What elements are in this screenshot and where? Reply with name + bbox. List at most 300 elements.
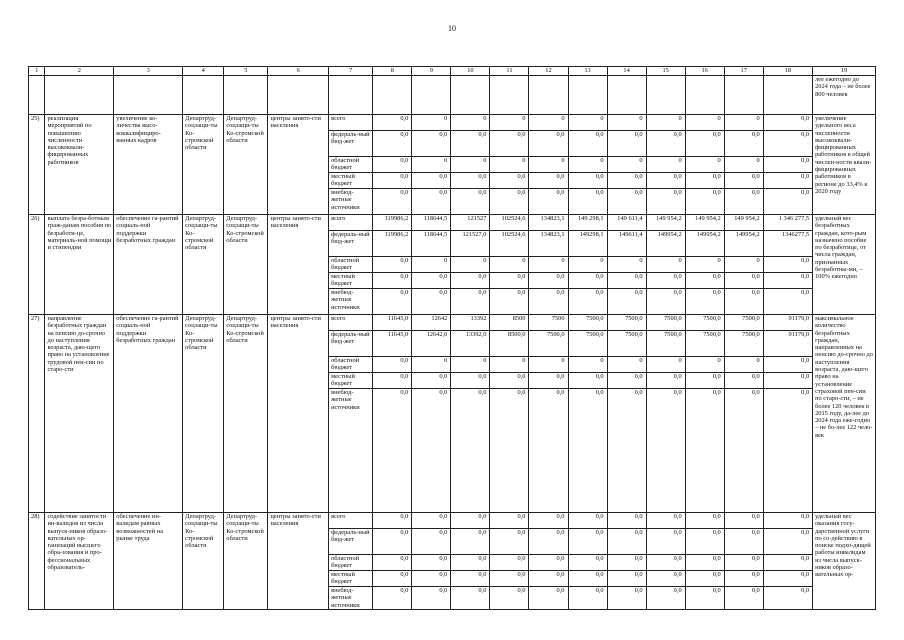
value-cell: 0,0 — [685, 273, 724, 289]
value-cell: 0,0 — [490, 529, 529, 555]
value-cell: 7500,0 — [685, 315, 724, 331]
value-cell: 0,0 — [607, 555, 646, 571]
value-cell: 12642 — [412, 315, 451, 331]
value-cell: 1 346 277,5 — [763, 215, 812, 231]
value-cell: 0 — [412, 357, 451, 373]
value-cell: 0,0 — [724, 555, 763, 571]
value-cell: 0,0 — [763, 555, 812, 571]
value-cell: 0,0 — [568, 173, 607, 189]
header-cell: 18 — [763, 67, 812, 76]
value-cell: 7500,0 — [646, 315, 685, 331]
value-cell: 0,0 — [685, 529, 724, 555]
value-cell: 0,0 — [724, 513, 763, 529]
value-cell: 0 — [685, 357, 724, 373]
value-cell: 0 — [724, 115, 763, 131]
funding-source: федераль-ный бюд-жет — [329, 131, 373, 157]
row-number: 28) — [29, 513, 45, 610]
funding-source: областной бюджет — [329, 555, 373, 571]
value-cell: 0 — [646, 157, 685, 173]
value-cell: 0,0 — [646, 289, 685, 315]
value-cell: 0,0 — [763, 157, 812, 173]
funding-source: местный бюджет — [329, 571, 373, 587]
value-cell: 0 — [490, 157, 529, 173]
value-cell: 0 — [451, 157, 490, 173]
header-cell: 8 — [373, 67, 412, 76]
value-cell: 0,0 — [529, 555, 568, 571]
value-cell: 0 — [529, 157, 568, 173]
value-cell: 0,0 — [724, 571, 763, 587]
funding-source: внебюд-жетные источники — [329, 189, 373, 215]
value-cell: 7500 — [529, 315, 568, 331]
measure-name: направление безработных граждан на пенсию до-срочно до наступления возраста, даю-щего право на установление трудовой пен-сии по старо-сти — [45, 315, 114, 513]
value-cell: 0,0 — [529, 571, 568, 587]
value-cell: 0,0 — [529, 587, 568, 610]
measure-goal: увеличение ко-личества высо-коквалифициро-ванных кадров — [114, 115, 183, 215]
funding-source: всего — [329, 115, 373, 131]
value-cell: 0 — [490, 257, 529, 273]
value-cell: 0,0 — [568, 529, 607, 555]
value-cell: 0,0 — [568, 555, 607, 571]
value-cell: 7500,0 — [529, 331, 568, 357]
value-cell: 0,0 — [607, 571, 646, 587]
funding-source: внебюд-жетные источники — [329, 389, 373, 513]
value-cell: 0 — [607, 157, 646, 173]
value-cell: 0,0 — [685, 389, 724, 513]
value-cell: 0,0 — [607, 389, 646, 513]
value-cell: 0,0 — [646, 555, 685, 571]
value-cell: 0,0 — [568, 389, 607, 513]
empty-cell — [183, 76, 224, 115]
value-cell: 0,0 — [373, 529, 412, 555]
value-cell: 0 — [451, 115, 490, 131]
funding-source: местный бюджет — [329, 173, 373, 189]
value-cell: 0,0 — [490, 389, 529, 513]
empty-cell — [607, 76, 646, 115]
funding-source: федераль-ный бюд-жет — [329, 331, 373, 357]
value-cell: 0,0 — [685, 571, 724, 587]
value-cell: 0,0 — [451, 389, 490, 513]
funding-source: всего — [329, 513, 373, 529]
value-cell: 118644,5 — [412, 215, 451, 231]
value-cell: 0,0 — [529, 529, 568, 555]
value-cell: 0,0 — [451, 189, 490, 215]
value-cell: 0,0 — [568, 273, 607, 289]
value-cell: 0,0 — [763, 273, 812, 289]
value-cell: 0,0 — [490, 189, 529, 215]
value-cell: 0,0 — [724, 189, 763, 215]
value-cell: 0,0 — [646, 389, 685, 513]
value-cell: 0,0 — [412, 555, 451, 571]
header-cell: 15 — [646, 67, 685, 76]
value-cell: 0,0 — [607, 289, 646, 315]
value-cell: 0 — [685, 257, 724, 273]
value-cell: 134823,1 — [529, 215, 568, 231]
measure-name: содействие занятости ин-валидов из числа выпуск-ников образо-вательных ор-ганизаций высшего обра-зования и про-фессиональных образователь- — [45, 513, 114, 610]
value-cell: 0 — [568, 257, 607, 273]
funding-source: внебюд-жетные источники — [329, 289, 373, 315]
measure-goal: обеспечение га-рантий социаль-ной поддержки безработных граждан — [114, 315, 183, 513]
value-cell: 7500,0 — [568, 331, 607, 357]
value-cell: 0,0 — [373, 587, 412, 610]
value-cell: 0,0 — [529, 131, 568, 157]
value-cell: 0,0 — [451, 571, 490, 587]
empty-cell — [568, 76, 607, 115]
value-cell: 0,0 — [763, 373, 812, 389]
result-cell: увеличение удельного веса численности высококвали-фицированных работников в общей числен-ности квали-фицированных работников в регионе до 33,4% к 2020 году — [813, 115, 876, 215]
responsible-executor: Департруд-соцзащи-ты Ко-стромской области — [183, 513, 224, 610]
measure-goal: обеспечение ин-валидам равных возможностей на рынке труда — [114, 513, 183, 610]
value-cell: 149 954,2 — [685, 215, 724, 231]
table-row — [29, 315, 876, 331]
value-cell: 0,0 — [568, 587, 607, 610]
value-cell: 0,0 — [724, 389, 763, 513]
value-cell: 0 — [646, 357, 685, 373]
result-cell: удельный вес безработных граждан, кото-рым назначено пособие по безработице, от числа граждан, признанных безработны-ми, – 100% ежегодно — [813, 215, 876, 315]
value-cell: 0,0 — [529, 273, 568, 289]
value-cell: 0 — [607, 257, 646, 273]
value-cell: 0,0 — [373, 273, 412, 289]
empty-cell — [29, 76, 45, 115]
value-cell: 0 — [607, 115, 646, 131]
value-cell: 0 — [490, 357, 529, 373]
value-cell: 0,0 — [490, 131, 529, 157]
value-cell: 0,0 — [451, 289, 490, 315]
value-cell: 0,0 — [607, 173, 646, 189]
value-cell: 0,0 — [763, 189, 812, 215]
value-cell: 0,0 — [451, 529, 490, 555]
value-cell: 0,0 — [373, 555, 412, 571]
value-cell: 0,0 — [724, 373, 763, 389]
responsible-executor: Департруд-соцзащи-ты Ко-стромской области — [183, 315, 224, 513]
empty-cell — [724, 76, 763, 115]
value-cell: 0,0 — [646, 513, 685, 529]
value-cell: 0 — [607, 357, 646, 373]
empty-cell — [685, 76, 724, 115]
value-cell: 149954,2 — [685, 231, 724, 257]
value-cell: 7500,0 — [724, 315, 763, 331]
value-cell: 0 — [451, 257, 490, 273]
table-row — [29, 215, 876, 231]
value-cell: 0,0 — [490, 587, 529, 610]
value-cell: 1346277,5 — [763, 231, 812, 257]
table-row — [29, 513, 876, 529]
value-cell: 0 — [412, 257, 451, 273]
value-cell: 0 — [685, 157, 724, 173]
value-cell: 91179,0 — [763, 315, 812, 331]
value-cell: 149 954,2 — [646, 215, 685, 231]
value-cell: 0,0 — [373, 131, 412, 157]
value-cell: 0,0 — [724, 529, 763, 555]
value-cell: 0,0 — [763, 357, 812, 373]
value-cell: 0 — [685, 115, 724, 131]
value-cell: 0,0 — [529, 389, 568, 513]
value-cell: 0,0 — [373, 257, 412, 273]
value-cell: 0,0 — [529, 513, 568, 529]
value-cell: 0 — [412, 115, 451, 131]
header-cell: 3 — [114, 67, 183, 76]
value-cell: 0,0 — [724, 289, 763, 315]
value-cell: 0 — [490, 115, 529, 131]
value-cell: 0 — [568, 157, 607, 173]
value-cell: 0,0 — [724, 587, 763, 610]
empty-cell — [114, 76, 183, 115]
value-cell: 0,0 — [685, 587, 724, 610]
funding-source: всего — [329, 215, 373, 231]
header-cell: 5 — [224, 67, 268, 76]
page-number: 10 — [448, 24, 456, 33]
funding-source: внебюд-жетные источники — [329, 587, 373, 610]
value-cell: 0,0 — [646, 373, 685, 389]
value-cell: 11645,0 — [373, 315, 412, 331]
funding-source: федераль-ный бюд-жет — [329, 231, 373, 257]
funding-source: федераль-ный бюд-жет — [329, 529, 373, 555]
value-cell: 0,0 — [529, 189, 568, 215]
value-cell: 0,0 — [724, 131, 763, 157]
value-cell: 121527 — [451, 215, 490, 231]
funding-source: всего — [329, 315, 373, 331]
header-cell: 2 — [45, 67, 114, 76]
value-cell: 0 — [529, 357, 568, 373]
header-cell: 13 — [568, 67, 607, 76]
value-cell: 91179,0 — [763, 331, 812, 357]
value-cell: 0,0 — [373, 373, 412, 389]
value-cell: 7500,0 — [685, 331, 724, 357]
value-cell: 149954,2 — [646, 231, 685, 257]
participants: центры занято-сти населения — [268, 115, 329, 215]
participants: центры занято-сти населения — [268, 513, 329, 610]
empty-cell — [763, 76, 812, 115]
continuation-row — [29, 76, 876, 115]
participants: центры занято-сти населения — [268, 315, 329, 513]
value-cell: 0,0 — [412, 389, 451, 513]
value-cell: 0,0 — [412, 571, 451, 587]
empty-cell — [646, 76, 685, 115]
value-cell: 0,0 — [373, 513, 412, 529]
value-cell: 12642,0 — [412, 331, 451, 357]
value-cell: 0,0 — [607, 513, 646, 529]
value-cell: 7500,0 — [646, 331, 685, 357]
header-cell: 12 — [529, 67, 568, 76]
header-cell: 6 — [268, 67, 329, 76]
value-cell: 118644,5 — [412, 231, 451, 257]
value-cell: 0,0 — [685, 555, 724, 571]
value-cell: 149 298,1 — [568, 215, 607, 231]
value-cell: 0 — [568, 357, 607, 373]
funding-source: областной бюджет — [329, 257, 373, 273]
funding-source: местный бюджет — [329, 273, 373, 289]
value-cell: 0,0 — [763, 257, 812, 273]
value-cell: 0,0 — [568, 189, 607, 215]
value-cell: 0,0 — [685, 289, 724, 315]
value-cell: 0 — [412, 157, 451, 173]
funding-source: местный бюджет — [329, 373, 373, 389]
value-cell: 0,0 — [685, 373, 724, 389]
responsible-executor: Департруд-соцзащи-ты Ко-стромской области — [183, 115, 224, 215]
table-row — [29, 115, 876, 131]
value-cell: 0,0 — [763, 571, 812, 587]
value-cell: 0,0 — [373, 189, 412, 215]
value-cell: 0,0 — [490, 373, 529, 389]
result-cell: лее ежегодно до 2024 года – не более 800 человек — [813, 76, 876, 115]
header-cell: 1 — [29, 67, 45, 76]
value-cell: 0,0 — [607, 131, 646, 157]
value-cell: 0,0 — [451, 555, 490, 571]
value-cell: 0,0 — [451, 131, 490, 157]
value-cell: 0,0 — [568, 131, 607, 157]
funding-source: областной бюджет — [329, 357, 373, 373]
value-cell: 0,0 — [373, 289, 412, 315]
value-cell: 7500,0 — [568, 315, 607, 331]
value-cell: 0,0 — [373, 157, 412, 173]
value-cell: 0,0 — [412, 189, 451, 215]
header-cell: 4 — [183, 67, 224, 76]
empty-cell — [224, 76, 268, 115]
value-cell: 0 — [451, 357, 490, 373]
value-cell: 0,0 — [373, 357, 412, 373]
value-cell: 8500 — [490, 315, 529, 331]
row-number: 26) — [29, 215, 45, 315]
value-cell: 0 — [568, 115, 607, 131]
co-executor: Департруд-соцзащи-ты Ко-стромской области — [224, 215, 268, 315]
header-row — [29, 67, 876, 76]
value-cell: 0 — [529, 257, 568, 273]
value-cell: 0,0 — [685, 189, 724, 215]
empty-cell — [529, 76, 568, 115]
empty-cell — [373, 76, 412, 115]
header-cell: 17 — [724, 67, 763, 76]
value-cell: 119986,2 — [373, 231, 412, 257]
value-cell: 102524,6 — [490, 215, 529, 231]
empty-cell — [268, 76, 329, 115]
funding-source: областной бюджет — [329, 157, 373, 173]
value-cell: 0,0 — [568, 289, 607, 315]
value-cell: 0 — [724, 157, 763, 173]
value-cell: 149954,2 — [724, 231, 763, 257]
value-cell: 0,0 — [568, 513, 607, 529]
value-cell: 0,0 — [529, 373, 568, 389]
value-cell: 0,0 — [646, 529, 685, 555]
value-cell: 0,0 — [685, 131, 724, 157]
value-cell: 0 — [646, 257, 685, 273]
value-cell: 149298,1 — [568, 231, 607, 257]
value-cell: 0,0 — [373, 389, 412, 513]
value-cell: 0,0 — [412, 373, 451, 389]
value-cell: 0,0 — [646, 273, 685, 289]
empty-cell — [412, 76, 451, 115]
value-cell: 0,0 — [763, 587, 812, 610]
empty-cell — [451, 76, 490, 115]
empty-cell — [490, 76, 529, 115]
value-cell: 0,0 — [607, 587, 646, 610]
value-cell: 0,0 — [490, 289, 529, 315]
value-cell: 7500,0 — [607, 331, 646, 357]
header-cell: 9 — [412, 67, 451, 76]
value-cell: 0,0 — [451, 273, 490, 289]
value-cell: 134823,1 — [529, 231, 568, 257]
value-cell: 0,0 — [685, 173, 724, 189]
value-cell: 0,0 — [412, 529, 451, 555]
measure-goal: обеспечение га-рантий социаль-ной поддержки безработных граждан — [114, 215, 183, 315]
result-cell: максимальное количество безработных граждан, направленных на пенсию до-срочно до наступления возраста, даю-щего право на установление страховой пен-сии по старо-сти, – не более 120 человек в 2015 году, да-лее до 2024 года еже-годно – не бо-лее 122 чело-век — [813, 315, 876, 513]
value-cell: 0,0 — [763, 389, 812, 513]
value-cell: 0,0 — [373, 173, 412, 189]
value-cell: 0 — [724, 257, 763, 273]
value-cell: 0,0 — [646, 587, 685, 610]
value-cell: 0,0 — [451, 513, 490, 529]
value-cell: 0,0 — [373, 571, 412, 587]
result-cell: удельный вес оказания госу-дарственной услуги по со-действию в поиске подхо-дящей работы инвалидам из числа выпуск-ников образо-вательных ор- — [813, 513, 876, 610]
header-cell: 14 — [607, 67, 646, 76]
value-cell: 7500,0 — [724, 331, 763, 357]
co-executor: Департруд-соцзащи-ты Ко-стромской области — [224, 513, 268, 610]
value-cell: 0,0 — [607, 529, 646, 555]
value-cell: 149 954,2 — [724, 215, 763, 231]
value-cell: 0,0 — [412, 587, 451, 610]
value-cell: 0,0 — [685, 513, 724, 529]
value-cell: 0,0 — [646, 571, 685, 587]
value-cell: 0,0 — [568, 571, 607, 587]
value-cell: 0 — [529, 115, 568, 131]
value-cell: 149611,4 — [607, 231, 646, 257]
value-cell: 0,0 — [490, 513, 529, 529]
program-measures-table — [28, 66, 876, 610]
value-cell: 0,0 — [412, 173, 451, 189]
value-cell: 0,0 — [724, 173, 763, 189]
value-cell: 119986,2 — [373, 215, 412, 231]
value-cell: 0,0 — [724, 273, 763, 289]
participants: центры занято-сти населения — [268, 215, 329, 315]
value-cell: 0,0 — [490, 173, 529, 189]
value-cell: 0,0 — [529, 173, 568, 189]
value-cell: 0,0 — [763, 289, 812, 315]
header-cell: 11 — [490, 67, 529, 76]
empty-cell — [45, 76, 114, 115]
value-cell: 13392,0 — [451, 331, 490, 357]
value-cell: 121527,0 — [451, 231, 490, 257]
value-cell: 13392 — [451, 315, 490, 331]
value-cell: 0,0 — [490, 555, 529, 571]
header-cell: 16 — [685, 67, 724, 76]
co-executor: Департруд-соцзащи-ты Ко-стромской области — [224, 115, 268, 215]
value-cell: 102524,6 — [490, 231, 529, 257]
value-cell: 0,0 — [763, 173, 812, 189]
value-cell: 0,0 — [490, 571, 529, 587]
value-cell: 7500,0 — [607, 315, 646, 331]
value-cell: 0,0 — [490, 273, 529, 289]
value-cell: 0,0 — [373, 115, 412, 131]
measure-name: реализация мероприятий по повышению численности высококвали-фицированных работников — [45, 115, 114, 215]
header-cell: 7 — [329, 67, 373, 76]
header-cell: 10 — [451, 67, 490, 76]
value-cell: 0,0 — [412, 273, 451, 289]
row-number: 27) — [29, 315, 45, 513]
value-cell: 8500,0 — [490, 331, 529, 357]
value-cell: 0,0 — [763, 131, 812, 157]
responsible-executor: Департруд-соцзащи-ты Ко-стромской области — [183, 215, 224, 315]
value-cell: 0 — [724, 357, 763, 373]
co-executor: Департруд-соцзащи-ты Ко-стромской области — [224, 315, 268, 513]
value-cell: 0,0 — [646, 173, 685, 189]
value-cell: 0,0 — [412, 513, 451, 529]
value-cell: 0,0 — [529, 289, 568, 315]
value-cell: 0,0 — [451, 587, 490, 610]
value-cell: 0,0 — [607, 273, 646, 289]
value-cell: 0,0 — [607, 373, 646, 389]
measure-name: выплата безра-ботным граж-данам пособия по безработи-це, материаль-ной помощи и стипендии — [45, 215, 114, 315]
value-cell: 0,0 — [646, 189, 685, 215]
value-cell: 0,0 — [607, 189, 646, 215]
value-cell: 0,0 — [451, 373, 490, 389]
